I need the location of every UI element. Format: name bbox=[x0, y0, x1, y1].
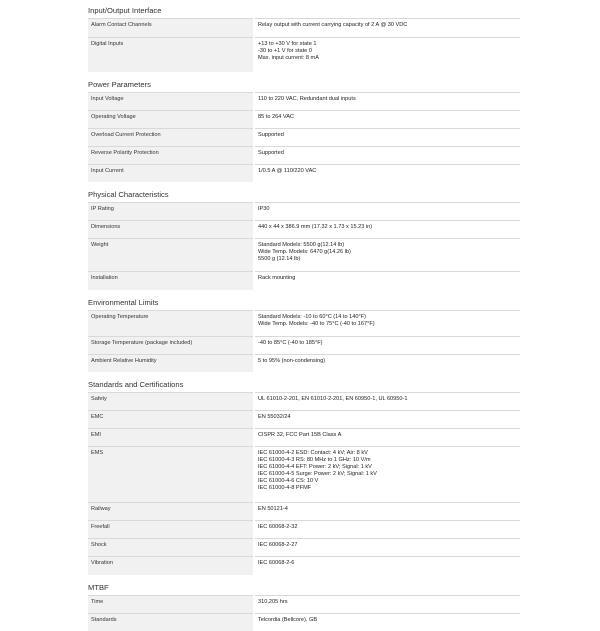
spec-label: Vibration bbox=[88, 557, 254, 575]
spec-value-line: Telcordia (Bellcore), GB bbox=[258, 617, 517, 624]
spec-value-line: IEC 61000-4-2 ESD: Contact: 4 kV; Air: 8 kV bbox=[258, 450, 517, 457]
section-title-mtbf: MTBF bbox=[88, 581, 600, 595]
table-row bbox=[88, 393, 520, 411]
spec-value-line: Wide Temp. Models: 6470 g(14.26 lb) bbox=[258, 249, 517, 256]
spec-label: Weight bbox=[88, 239, 254, 272]
spec-label: Ambient Relative Humidity bbox=[88, 354, 254, 372]
spec-table-physical bbox=[88, 202, 520, 290]
spec-value bbox=[254, 146, 520, 164]
table-row bbox=[88, 336, 520, 354]
table-row bbox=[88, 429, 520, 447]
table-row bbox=[88, 92, 520, 110]
spec-value bbox=[254, 539, 520, 557]
spec-value-line: Max. input current: 8 mA bbox=[258, 55, 517, 62]
spec-value-line: 310,205 hrs bbox=[258, 599, 517, 606]
spec-value bbox=[254, 203, 520, 221]
spec-value-line: IP30 bbox=[258, 206, 517, 213]
table-row bbox=[88, 239, 520, 272]
spec-value bbox=[254, 595, 520, 613]
spec-value-line: Standard Models: -10 to 60°C (14 to 140°F) bbox=[258, 314, 517, 321]
spec-label: Operating Temperature bbox=[88, 310, 254, 336]
spec-value-line: IEC 61000-4-4 EFT: Power: 2 kV; Signal: 1 kV bbox=[258, 464, 517, 471]
spec-table-power bbox=[88, 92, 520, 183]
table-row bbox=[88, 539, 520, 557]
spec-value bbox=[254, 613, 520, 631]
spec-label: Safety bbox=[88, 393, 254, 411]
spec-value bbox=[254, 239, 520, 272]
spec-value-line: +13 to +30 V for state 1 bbox=[258, 41, 517, 48]
spec-value-line: Supported bbox=[258, 150, 517, 157]
section-title-standards: Standards and Certifications bbox=[88, 378, 600, 392]
spec-value-line: 440 x 44 x 386.9 mm (17.32 x 1.73 x 15.23 in) bbox=[258, 224, 517, 231]
spec-value-line: -40 to 85°C (-40 to 185°F) bbox=[258, 340, 517, 347]
spec-label: Overload Current Protection bbox=[88, 128, 254, 146]
spec-value bbox=[254, 272, 520, 290]
section-title-power: Power Parameters bbox=[88, 78, 600, 92]
spec-value bbox=[254, 19, 520, 38]
spec-label: Shock bbox=[88, 539, 254, 557]
table-row bbox=[88, 38, 520, 72]
table-row bbox=[88, 503, 520, 521]
spec-table-io bbox=[88, 18, 520, 72]
spec-value bbox=[254, 557, 520, 575]
section-title-environmental: Environmental Limits bbox=[88, 296, 600, 310]
table-row bbox=[88, 128, 520, 146]
spec-value-line: Supported bbox=[258, 132, 517, 139]
spec-value-line: IEC 60068-2-32 bbox=[258, 524, 517, 531]
spec-value-line: IEC 61000-4-5 Surge: Power: 2 kV; Signal: 1 kV bbox=[258, 471, 517, 478]
spec-value bbox=[254, 354, 520, 372]
spec-value bbox=[254, 393, 520, 411]
spec-label: Standards bbox=[88, 613, 254, 631]
spec-label: Digital Inputs bbox=[88, 38, 254, 72]
section-title-physical: Physical Characteristics bbox=[88, 188, 600, 202]
spec-table-environmental bbox=[88, 310, 520, 373]
spec-value-line: IEC 61000-4-3 RS: 80 MHz to 1 GHz: 10 V/m bbox=[258, 457, 517, 464]
spec-label: Alarm Contact Channels bbox=[88, 19, 254, 38]
spec-value-line: 85 to 264 VAC bbox=[258, 114, 517, 121]
table-row bbox=[88, 19, 520, 38]
spec-value-line: UL 61010-2-201, EN 61010-2-201, EN 60950-1, UL 60950-1 bbox=[258, 396, 517, 403]
table-row bbox=[88, 146, 520, 164]
spec-value bbox=[254, 164, 520, 182]
table-row bbox=[88, 272, 520, 290]
spec-value-line: -30 to +1 V for state 0 bbox=[258, 48, 517, 55]
table-row bbox=[88, 310, 520, 336]
table-row bbox=[88, 411, 520, 429]
spec-table-standards bbox=[88, 392, 520, 575]
table-row bbox=[88, 221, 520, 239]
spec-value-line: Rack mounting bbox=[258, 275, 517, 282]
spec-value bbox=[254, 336, 520, 354]
table-row bbox=[88, 164, 520, 182]
spec-value-line: 5500 g (12.14 lb) bbox=[258, 256, 517, 263]
spec-label: Freefall bbox=[88, 521, 254, 539]
spec-value bbox=[254, 447, 520, 503]
table-row bbox=[88, 557, 520, 575]
spec-label: Reverse Polarity Protection bbox=[88, 146, 254, 164]
table-row bbox=[88, 595, 520, 613]
spec-label: Operating Voltage bbox=[88, 110, 254, 128]
spec-value bbox=[254, 110, 520, 128]
section-title-io: Input/Output Interface bbox=[88, 4, 600, 18]
spec-label: EMI bbox=[88, 429, 254, 447]
spec-value bbox=[254, 221, 520, 239]
spec-value bbox=[254, 521, 520, 539]
spec-label: IP Rating bbox=[88, 203, 254, 221]
spec-label: Storage Temperature (package included) bbox=[88, 336, 254, 354]
spec-value bbox=[254, 310, 520, 336]
spec-label: EMS bbox=[88, 447, 254, 503]
table-row bbox=[88, 203, 520, 221]
spec-label: Time bbox=[88, 595, 254, 613]
spec-label: Installation bbox=[88, 272, 254, 290]
spec-value bbox=[254, 503, 520, 521]
spec-label: Dimensions bbox=[88, 221, 254, 239]
table-row bbox=[88, 110, 520, 128]
spec-value bbox=[254, 38, 520, 72]
table-row bbox=[88, 447, 520, 503]
spec-value-line: EN 50121-4 bbox=[258, 506, 517, 513]
spec-value-line: 1/0.5 A @ 110/220 VAC bbox=[258, 168, 517, 175]
spec-value bbox=[254, 411, 520, 429]
spec-label: Input Current bbox=[88, 164, 254, 182]
table-row bbox=[88, 354, 520, 372]
spec-label: Railway bbox=[88, 503, 254, 521]
spec-value-line: CISPR 32, FCC Part 15B Class A bbox=[258, 432, 517, 439]
spec-value bbox=[254, 128, 520, 146]
spec-label: Input Voltage bbox=[88, 92, 254, 110]
spec-value-line: 110 to 220 VAC, Redundant dual inputs bbox=[258, 96, 517, 103]
spec-value-line: IEC 61000-4-8 PFMF bbox=[258, 485, 517, 492]
spec-label: EMC bbox=[88, 411, 254, 429]
spec-value bbox=[254, 92, 520, 110]
spec-value-line: IEC 60068-2-6 bbox=[258, 560, 517, 567]
table-row bbox=[88, 613, 520, 631]
spec-value bbox=[254, 429, 520, 447]
spec-value-line: Standard Models: 5500 g(12.14 lb) bbox=[258, 242, 517, 249]
spec-value-line: IEC 60068-2-27 bbox=[258, 542, 517, 549]
spec-value-line: Wide Temp. Models: -40 to 75°C (-40 to 167°F) bbox=[258, 321, 517, 328]
spec-value-line: EN 55032/24 bbox=[258, 414, 517, 421]
table-row bbox=[88, 521, 520, 539]
spec-value-line: Relay output with current carrying capacity of 2 A @ 30 VDC bbox=[258, 22, 517, 29]
spec-value-line: 5 to 95% (non-condensing) bbox=[258, 358, 517, 365]
spec-value-line: IEC 61000-4-6 CS: 10 V bbox=[258, 478, 517, 485]
